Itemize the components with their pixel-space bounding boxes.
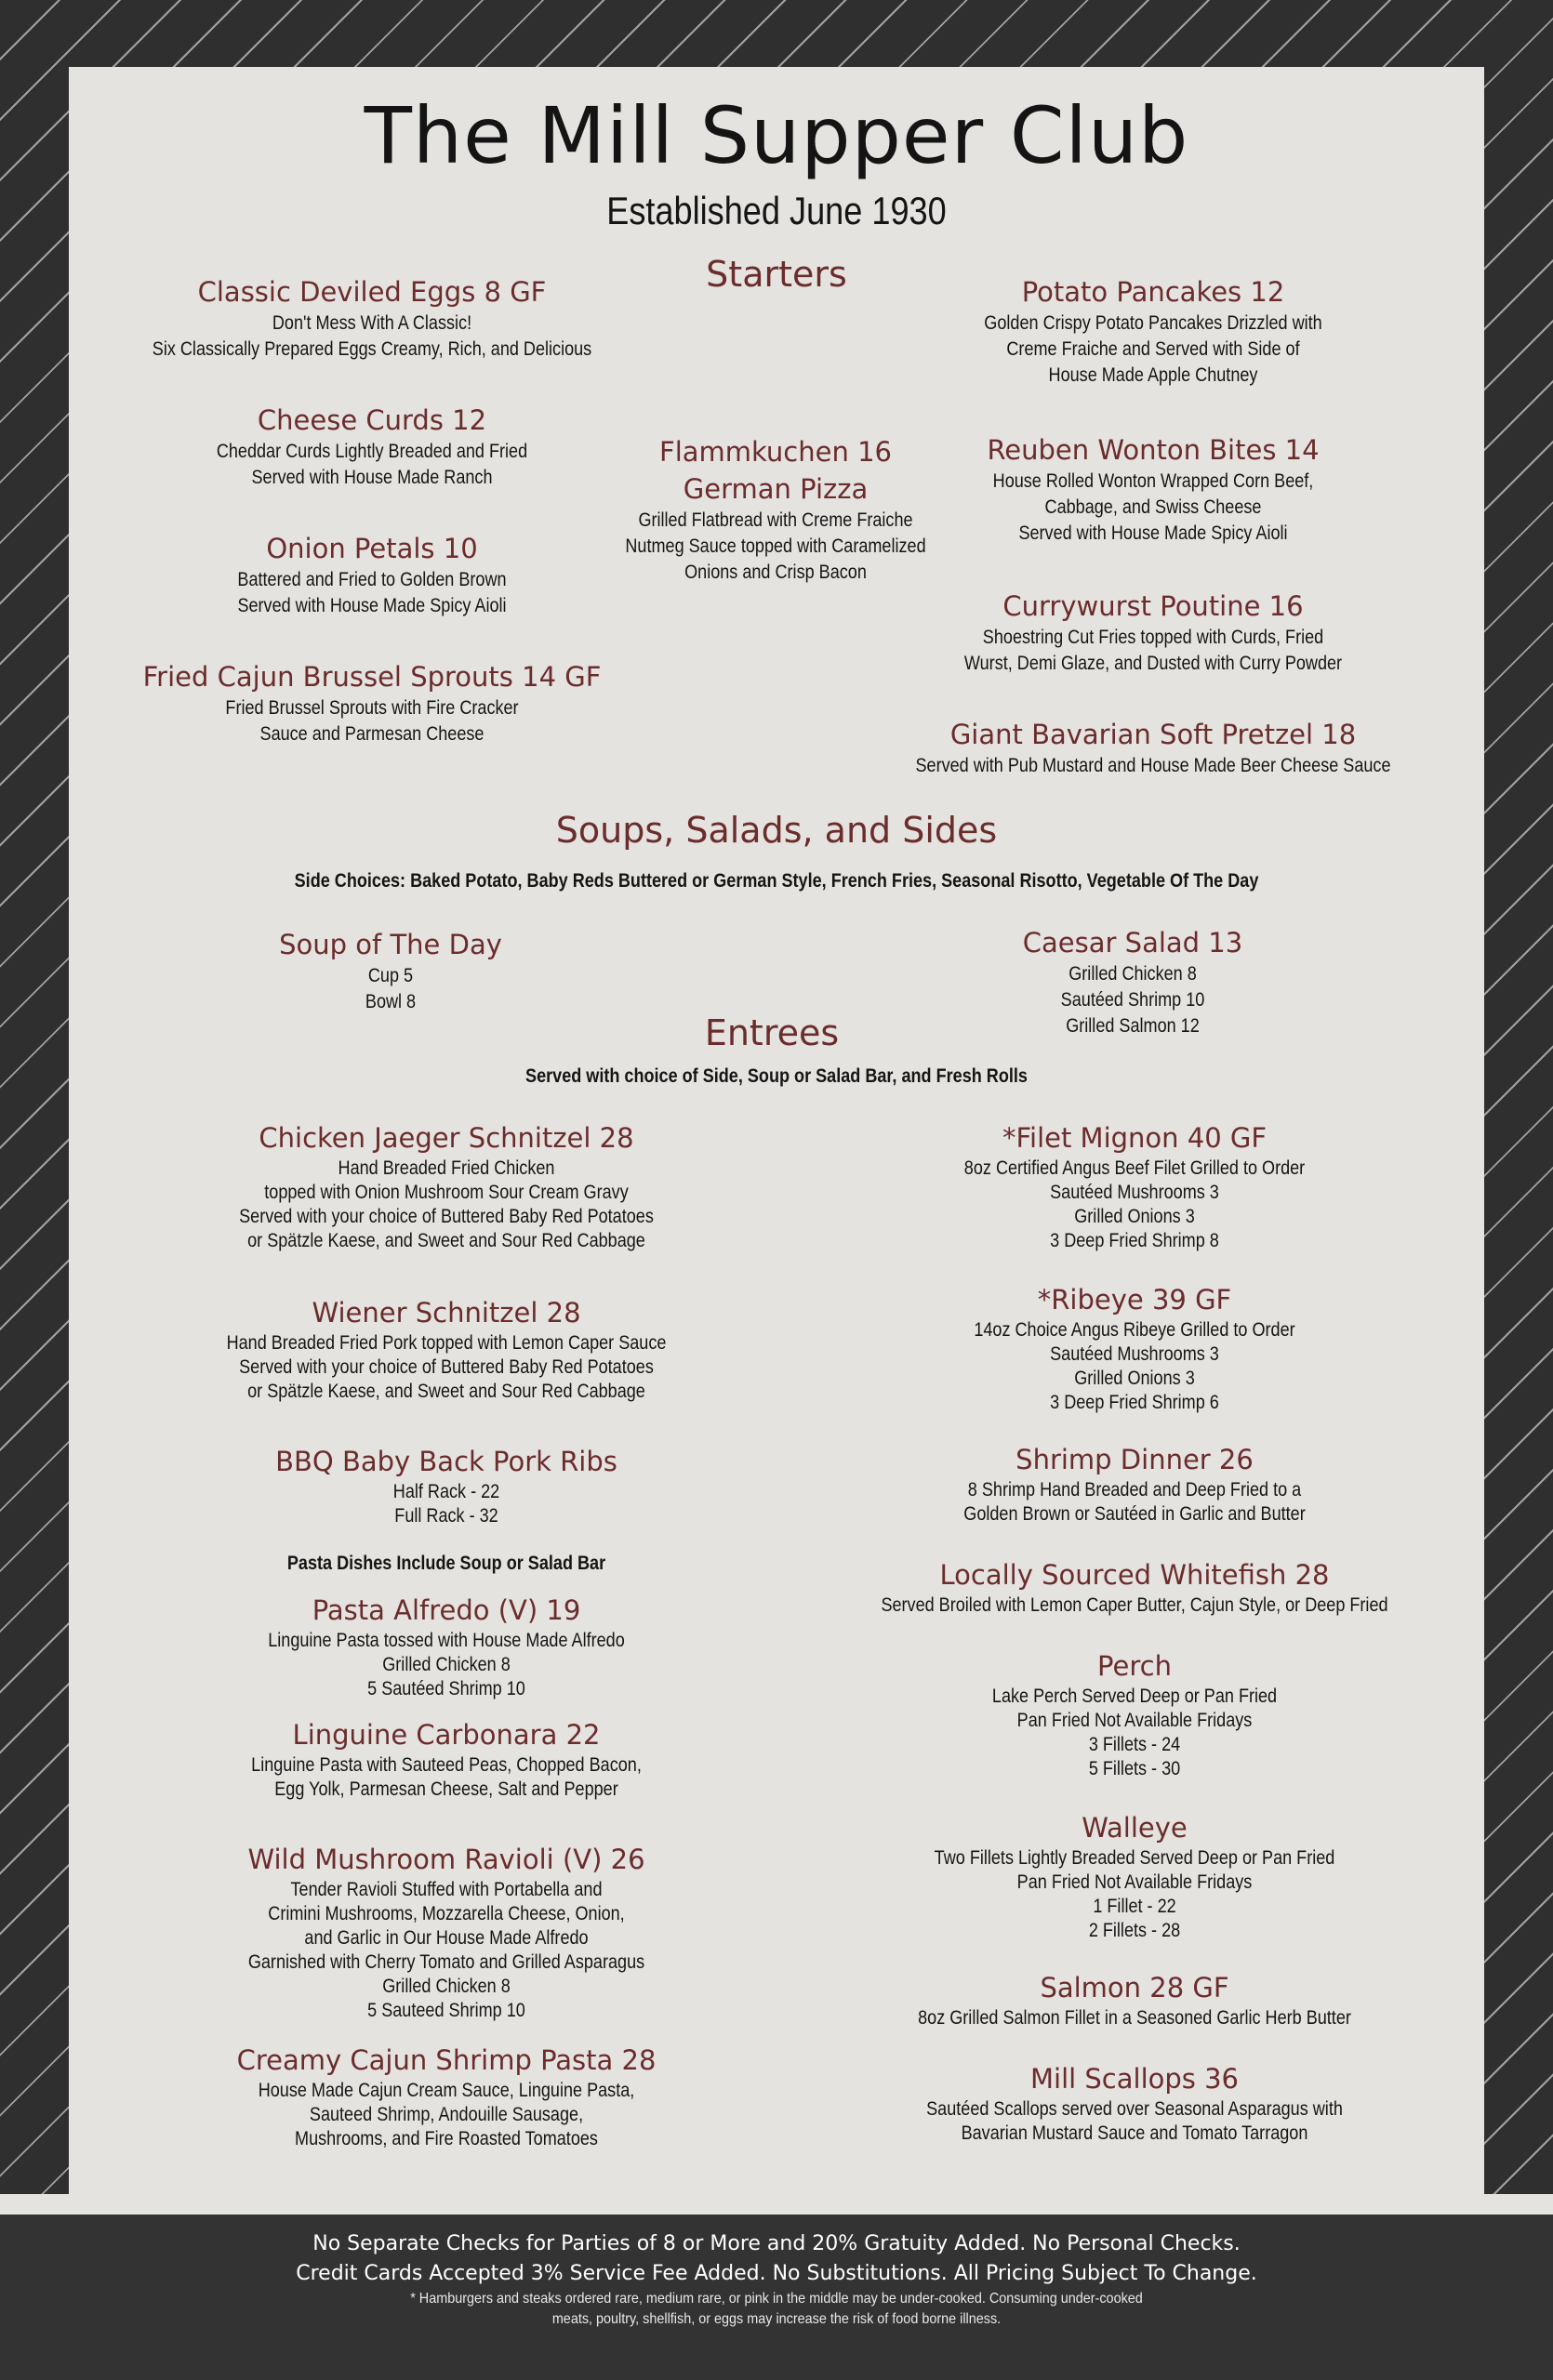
- item-desc-line: Cheddar Curds Lightly Breaded and Fried: [216, 441, 528, 462]
- item-desc-line: Sautéed Mushrooms 3: [1050, 1343, 1219, 1365]
- item-name: Fried Cajun Brussel Sprouts 14 GF: [142, 661, 602, 693]
- item-name: Creamy Cajun Shrimp Pasta 28: [236, 2044, 657, 2076]
- item-desc-line: Served with your choice of Buttered Baby Red Potatoes: [239, 1356, 654, 1378]
- menu-item-shrimp-dinner: [809, 1441, 1460, 1527]
- entrees-served-with-note: Served with choice of Side, Soup or Salad Bar, and Fresh Rolls: [525, 1065, 1028, 1087]
- menu-item-soup-of-day: [205, 926, 577, 1015]
- item-desc-line: Garnished with Cherry Tomato and Grilled Asparagus: [247, 1951, 645, 1973]
- item-name: Mill Scallops 36: [1029, 2063, 1240, 2095]
- menu-item-pretzel: [837, 716, 1469, 779]
- item-desc-line: Six Classically Prepared Eggs Creamy, Rich, and Delicious: [152, 338, 592, 360]
- menu-item-ribeye: [809, 1281, 1460, 1415]
- item-desc-line: and Garlic in Our House Made Alfredo: [304, 1927, 589, 1949]
- item-desc-line: 5 Fillets - 30: [1088, 1758, 1181, 1779]
- menu-item-onion-petals: [93, 530, 651, 619]
- item-desc-line: Sauteed Shrimp, Andouille Sausage,: [309, 2104, 584, 2125]
- item-desc-line: 5 Sauteed Shrimp 10: [367, 2000, 525, 2021]
- item-name: BBQ Baby Back Pork Ribs: [275, 1446, 617, 1477]
- menu-item-filet-mignon: [809, 1119, 1460, 1253]
- item-desc-line: Linguine Pasta with Sauteed Peas, Chopped Bacon,: [251, 1754, 642, 1776]
- item-name: Shrimp Dinner 26: [1015, 1444, 1254, 1475]
- item-desc-line: 3 Deep Fried Shrimp 6: [1050, 1392, 1219, 1413]
- item-desc-line: 1 Fillet - 22: [1093, 1896, 1176, 1917]
- item-name: Soup of The Day: [279, 929, 502, 960]
- item-name: Currywurst Poutine 16: [1002, 590, 1304, 622]
- item-desc-line: Egg Yolk, Parmesan Cheese, Salt and Pepper: [274, 1778, 618, 1800]
- menu-item-brussel-sprouts: [93, 658, 651, 747]
- menu-item-cajun-shrimp-pasta: [121, 2042, 772, 2151]
- paper-bottom-edge: [0, 2194, 1553, 2215]
- item-desc-line: Don't Mess With A Classic!: [272, 312, 472, 334]
- item-desc-line: Pan Fried Not Available Fridays: [1016, 1710, 1253, 1731]
- item-desc-line: Pan Fried Not Available Fridays: [1016, 1871, 1253, 1893]
- menu-item-mushroom-ravioli: [121, 1841, 772, 2023]
- item-name: Onion Petals 10: [266, 533, 478, 564]
- restaurant-title: The Mill Supper Club: [364, 90, 1189, 181]
- item-name: Reuben Wonton Bites 14: [987, 434, 1320, 466]
- item-name: Linguine Carbonara 22: [292, 1719, 601, 1751]
- item-subname: German Pizza: [683, 473, 869, 505]
- item-desc-line: Grilled Onions 3: [1074, 1368, 1195, 1389]
- item-desc-line: Grilled Flatbread with Creme Fraiche: [638, 509, 913, 531]
- item-name: Pasta Alfredo (V) 19: [312, 1594, 581, 1626]
- menu-item-reuben-wonton: [874, 431, 1432, 547]
- item-name: Salmon 28 GF: [1040, 1972, 1229, 2003]
- item-desc-line: Sautéed Mushrooms 3: [1050, 1182, 1219, 1203]
- item-desc-line: 8oz Grilled Salmon Fillet in a Seasoned Garlic Herb Butter: [918, 2007, 1351, 2029]
- item-desc-line: House Made Cajun Cream Sauce, Linguine Pasta,: [258, 2080, 635, 2101]
- item-desc-line: Cabbage, and Swiss Cheese: [1044, 496, 1262, 518]
- menu-item-cheese-curds: [93, 402, 651, 491]
- item-desc-line: Creme Fraiche and Served with Side of: [1006, 338, 1300, 360]
- footer-disclaimer-line: * Hamburgers and steaks ordered rare, medium rare, or pink in the middle may be under-cooked. Consuming under-cooked: [410, 2291, 1143, 2307]
- item-desc-line: 5 Sautéed Shrimp 10: [367, 1678, 525, 1699]
- item-desc-line: Sauce and Parmesan Cheese: [259, 723, 484, 745]
- item-desc-line: Grilled Salmon 12: [1066, 1015, 1200, 1037]
- item-desc-line: Served Broiled with Lemon Caper Butter, Cajun Style, or Deep Fried: [881, 1594, 1388, 1616]
- item-desc-line: 8oz Certified Angus Beef Filet Grilled to Order: [963, 1157, 1306, 1179]
- footer-policy-line: Credit Cards Accepted 3% Service Fee Added. No Substitutions. All Pricing Subject To Change.: [296, 2262, 1257, 2285]
- item-name: *Filet Mignon 40 GF: [1002, 1122, 1268, 1154]
- pasta-dishes-note: Pasta Dishes Include Soup or Salad Bar: [286, 1553, 606, 1574]
- footer-disclaimer-line: meats, poultry, shellfish, or eggs may increase the risk of food borne illness.: [551, 2311, 1002, 2327]
- item-desc-line: Tender Ravioli Stuffed with Portabella and: [290, 1879, 603, 1900]
- item-name: Wiener Schnitzel 28: [312, 1297, 581, 1329]
- item-desc-line: Bowl 8: [365, 991, 417, 1012]
- menu-item-salmon: [809, 1969, 1460, 2030]
- menu-item-whitefish: [809, 1556, 1460, 1618]
- item-desc-line: Served with House Made Ranch: [251, 467, 493, 488]
- item-desc-line: Lake Perch Served Deep or Pan Fried: [991, 1686, 1278, 1707]
- item-name: Wild Mushroom Ravioli (V) 26: [247, 1844, 645, 1875]
- item-desc-line: Served with Pub Mustard and House Made Beer Cheese Sauce: [915, 755, 1391, 776]
- item-desc-line: Grilled Chicken 8: [382, 1654, 511, 1675]
- item-desc-line: Sautéed Scallops served over Seasonal Asparagus with: [926, 2098, 1343, 2120]
- item-name: Giant Bavarian Soft Pretzel 18: [949, 719, 1357, 750]
- menu-item-perch: [809, 1647, 1460, 1781]
- item-desc-line: 3 Deep Fried Shrimp 8: [1050, 1230, 1219, 1251]
- item-desc-line: Battered and Fried to Golden Brown: [237, 569, 507, 590]
- item-desc-line: topped with Onion Mushroom Sour Cream Gravy: [264, 1182, 629, 1203]
- menu-item-chicken-jaeger: [121, 1119, 772, 1253]
- item-desc-line: Mushrooms, and Fire Roasted Tomatoes: [295, 2128, 598, 2149]
- menu-item-mill-scallops: [809, 2060, 1460, 2146]
- item-desc-line: Wurst, Demi Glaze, and Dusted with Curry Powder: [963, 653, 1343, 674]
- item-desc-line: Served with House Made Spicy Aioli: [237, 595, 507, 616]
- item-desc-line: 14oz Choice Angus Ribeye Grilled to Order: [974, 1319, 1295, 1341]
- side-choices-note: Side Choices: Baked Potato, Baby Reds Buttered or German Style, French Fries, Seasonal Risotto, Vegetable Of The Day: [294, 870, 1259, 892]
- item-desc-line: or Spätzle Kaese, and Sweet and Sour Red Cabbage: [247, 1230, 645, 1251]
- menu-item-linguine-carbonara: [121, 1716, 772, 1802]
- item-name: Locally Sourced Whitefish 28: [939, 1559, 1330, 1591]
- section-heading-starters: Starters: [706, 254, 847, 295]
- menu-item-wiener-schnitzel: [121, 1294, 772, 1404]
- section-heading-entrees: Entrees: [704, 1012, 840, 1053]
- item-desc-line: Two Fillets Lightly Breaded Served Deep or Pan Fried: [934, 1847, 1335, 1869]
- established-subtitle: Established June 1930: [606, 189, 947, 232]
- item-desc-line: Shoestring Cut Fries topped with Curds, Fried: [982, 627, 1324, 648]
- item-name: Cheese Curds 12: [257, 404, 487, 436]
- menu-item-caesar-salad: [947, 924, 1319, 1039]
- policy-footer: [0, 2215, 1553, 2380]
- item-desc-line: Grilled Onions 3: [1074, 1206, 1195, 1227]
- item-desc-line: Bavarian Mustard Sauce and Tomato Tarragon: [961, 2122, 1308, 2144]
- menu-item-bbq-ribs: [121, 1443, 772, 1528]
- menu-item-pasta-alfredo: [121, 1592, 772, 1701]
- item-desc-line: House Made Apple Chutney: [1048, 364, 1258, 386]
- item-desc-line: or Spätzle Kaese, and Sweet and Sour Red Cabbage: [247, 1381, 645, 1402]
- item-desc-line: Grilled Chicken 8: [1069, 963, 1197, 985]
- item-desc-line: House Rolled Wonton Wrapped Corn Beef,: [992, 470, 1314, 492]
- item-desc-line: 2 Fillets - 28: [1088, 1920, 1181, 1941]
- item-desc-line: Half Rack - 22: [392, 1481, 500, 1502]
- item-name: Flammkuchen 16: [659, 436, 892, 468]
- item-name: Walleye: [1082, 1812, 1188, 1844]
- item-desc-line: Cup 5: [367, 965, 414, 986]
- menu-item-walleye: [809, 1809, 1460, 1943]
- item-desc-line: Hand Breaded Fried Pork topped with Lemon Caper Sauce: [226, 1332, 667, 1354]
- item-desc-line: 8 Shrimp Hand Breaded and Deep Fried to a: [967, 1479, 1302, 1501]
- item-name: *Ribeye 39 GF: [1037, 1284, 1232, 1316]
- item-desc-line: Nutmeg Sauce topped with Caramelized: [625, 536, 926, 557]
- item-desc-line: Linguine Pasta tossed with House Made Alfredo: [268, 1630, 625, 1651]
- menu-item-deviled-eggs: [93, 273, 651, 363]
- item-desc-line: Fried Brussel Sprouts with Fire Cracker: [225, 697, 519, 719]
- item-desc-line: Golden Brown or Sautéed in Garlic and Butter: [963, 1503, 1306, 1525]
- item-desc-line: Golden Crispy Potato Pancakes Drizzled with: [984, 312, 1322, 334]
- item-desc-line: Full Rack - 32: [394, 1505, 498, 1527]
- item-desc-line: Sautéed Shrimp 10: [1060, 989, 1205, 1011]
- item-desc-line: Grilled Chicken 8: [382, 1976, 511, 1997]
- item-name: Caesar Salad 13: [1022, 927, 1243, 959]
- item-name: Classic Deviled Eggs 8 GF: [197, 276, 547, 308]
- item-name: Perch: [1097, 1650, 1172, 1682]
- item-desc-line: Served with House Made Spicy Aioli: [1018, 522, 1288, 544]
- item-desc-line: Served with your choice of Buttered Baby Red Potatoes: [239, 1206, 654, 1227]
- menu-item-currywurst: [874, 588, 1432, 677]
- item-name: Potato Pancakes 12: [1021, 276, 1285, 308]
- section-heading-soups: Soups, Salads, and Sides: [555, 810, 998, 851]
- menu-item-potato-pancakes: [874, 273, 1432, 389]
- item-desc-line: 3 Fillets - 24: [1088, 1734, 1181, 1755]
- item-desc-line: Crimini Mushrooms, Mozzarella Cheese, Onion,: [268, 1903, 625, 1924]
- item-desc-line: Hand Breaded Fried Chicken: [338, 1157, 555, 1179]
- footer-policy-line: No Separate Checks for Parties of 8 or More and 20% Gratuity Added. No Personal Checks.: [312, 2232, 1241, 2255]
- item-name: Chicken Jaeger Schnitzel 28: [259, 1122, 634, 1154]
- item-desc-line: Onions and Crisp Bacon: [684, 562, 867, 583]
